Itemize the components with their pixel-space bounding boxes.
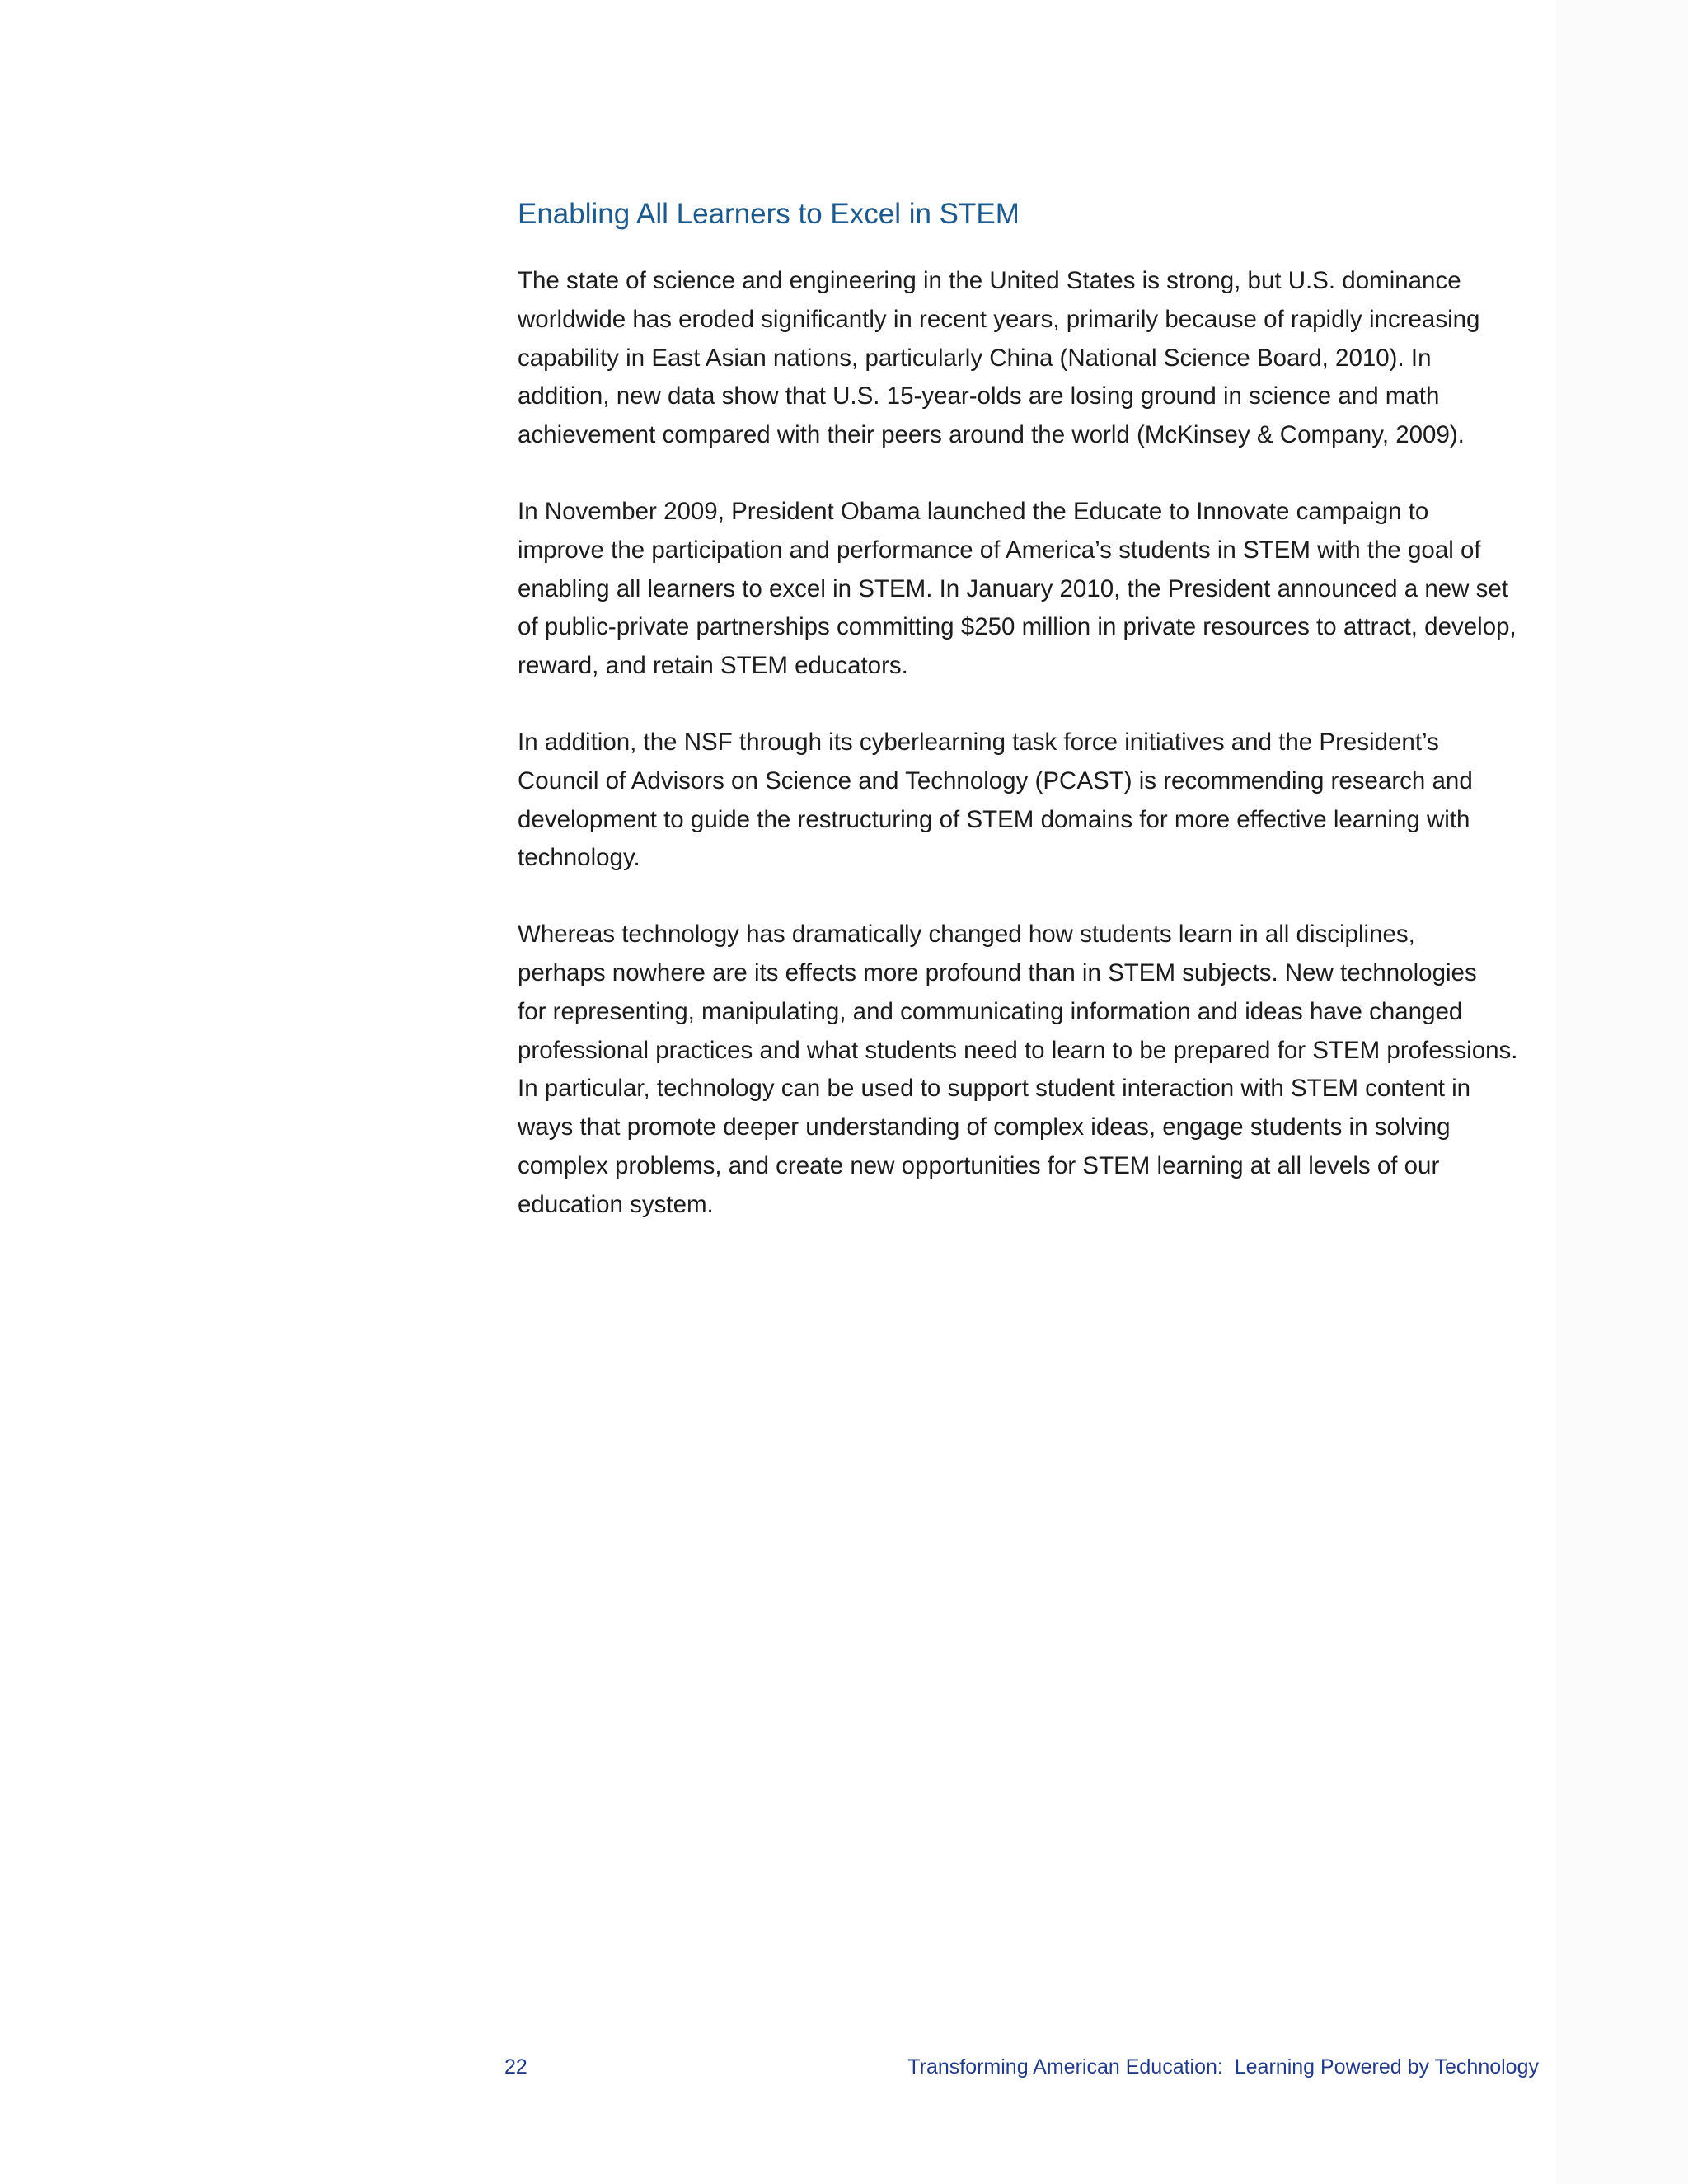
- text-line: worldwide has eroded significantly in recent years, primarily because of rapidly increasing: [518, 305, 1480, 333]
- page-edge-shade: [1556, 0, 1688, 2184]
- text-line: Council of Advisors on Science and Technology (PCAST) is recommending research and: [518, 766, 1473, 794]
- paragraph-stem-strength: [518, 262, 1540, 455]
- paragraph-educate-to-innovate: [518, 493, 1540, 686]
- text-line: education system.: [518, 1190, 714, 1218]
- text-line: The state of science and engineering in the United States is strong, but U.S. dominance: [518, 267, 1461, 294]
- paragraph-technology-in-stem: [518, 916, 1540, 1224]
- text-line: In particular, technology can be used to support student interaction with STEM content in: [518, 1075, 1471, 1103]
- text-line: addition, new data show that U.S. 15-year-olds are losing ground in science and math: [518, 382, 1440, 410]
- page-number: 22: [504, 2055, 528, 2079]
- text-line: In November 2009, President Obama launched the Educate to Innovate campaign to: [518, 497, 1429, 525]
- text-line: complex problems, and create new opportunities for STEM learning at all levels of our: [518, 1151, 1440, 1179]
- text-line: perhaps nowhere are its effects more profound than in STEM subjects. New technologies: [518, 958, 1477, 987]
- text-line: enabling all learners to excel in STEM. In January 2010, the President announced a new set: [518, 574, 1509, 602]
- section-heading: Enabling All Learners to Excel in STEM: [518, 198, 1020, 230]
- text-line: ways that promote deeper understanding of complex ideas, engage students in solving: [518, 1113, 1451, 1141]
- text-line: reward, and retain STEM educators.: [518, 652, 908, 680]
- text-line: capability in East Asian nations, particularly China (National Science Board, 2010). In: [518, 344, 1432, 372]
- text-line: technology.: [518, 844, 640, 872]
- text-line: Whereas technology has dramatically changed how students learn in all disciplines,: [518, 921, 1415, 949]
- text-line: of public-private partnerships committing $250 million in private resources to attract, develop,: [518, 613, 1517, 641]
- text-line: achievement compared with their peers around the world (McKinsey & Company, 2009).: [518, 421, 1465, 449]
- paragraph-nsf-pcast: [518, 724, 1540, 878]
- text-line: improve the participation and performance of America’s students in STEM with the goal of: [518, 536, 1481, 564]
- running-footer-title: Transforming American Education: Learning Powered by Technology: [907, 2055, 1539, 2079]
- text-line: In addition, the NSF through its cyberlearning task force initiatives and the President’s: [518, 728, 1439, 756]
- text-line: professional practices and what students need to learn to be prepared for STEM professions.: [518, 1036, 1518, 1064]
- text-line: development to guide the restructuring of STEM domains for more effective learning with: [518, 805, 1470, 833]
- page-content: [518, 194, 1540, 1263]
- text-line: for representing, manipulating, and communicating information and ideas have changed: [518, 997, 1463, 1025]
